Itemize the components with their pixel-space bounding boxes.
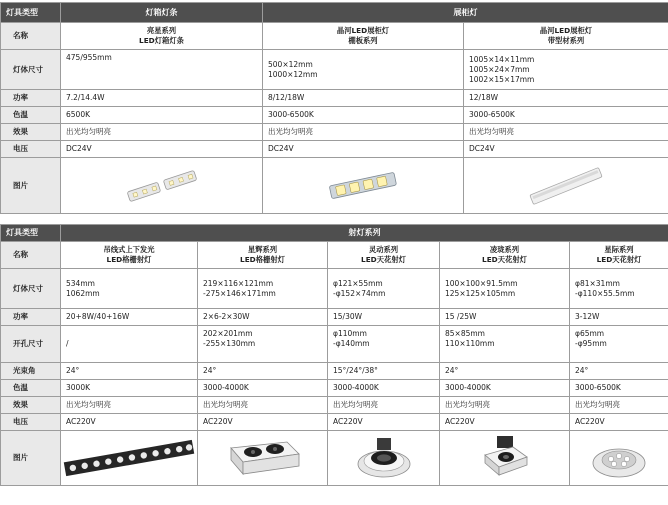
led-lightbox-strip-icon: [61, 158, 263, 214]
cct-value: 3000-4000K: [440, 380, 570, 397]
table2-size-row: [1, 269, 668, 309]
table2-power-row: [1, 309, 668, 326]
round-ceiling-spotlight-icon: [328, 431, 440, 486]
cutout-size: φ65mm -φ95mm: [570, 326, 668, 363]
cutout-size: /: [61, 326, 198, 363]
effect-value: 出光均匀明亮: [464, 124, 668, 141]
power-value: 15/30W: [328, 309, 440, 326]
row-label-size: 灯体尺寸: [1, 269, 61, 309]
row-label-voltage: 电压: [1, 414, 61, 431]
row-label-power: 功率: [1, 309, 61, 326]
table1-effect-row: [1, 124, 668, 141]
row-label-cutout: 开孔尺寸: [1, 326, 61, 363]
row-label-name: 名称: [1, 242, 61, 269]
product-name: 晶河LED展柜灯 带型材系列: [464, 23, 668, 50]
power-value: 3-12W: [570, 309, 668, 326]
body-size: φ121×55mm -φ152×74mm: [328, 269, 440, 309]
row-label-image: 图片: [1, 158, 61, 214]
shelf-led-bar-icon: [263, 158, 464, 214]
profile-led-bar-icon: [464, 158, 668, 214]
table1-header-row: [1, 3, 668, 23]
body-size: 475/955mm: [61, 50, 263, 90]
table1-power-row: [1, 90, 668, 107]
square-trim-spotlight-icon: [440, 431, 570, 486]
row-label-cct: 色温: [1, 380, 61, 397]
suspended-linear-grille-icon: [61, 431, 198, 486]
row-label-name: 名称: [1, 23, 61, 50]
voltage-value: AC220V: [328, 414, 440, 431]
table1-image-row: [1, 158, 668, 214]
beam-angle: 24°: [570, 363, 668, 380]
product-name: 吊线式上下发光 LED格栅射灯: [61, 242, 198, 269]
voltage-value: AC220V: [570, 414, 668, 431]
beam-angle: 24°: [61, 363, 198, 380]
power-value: 2×6-2×30W: [198, 309, 328, 326]
table2-cct-row: [1, 380, 668, 397]
body-size: 100×100×91.5mm 125×125×105mm: [440, 269, 570, 309]
product-name: 灵动系列 LED天花射灯: [328, 242, 440, 269]
table1-type-header: 灯具类型: [1, 3, 61, 23]
row-label-voltage: 电压: [1, 141, 61, 158]
cutout-size: φ110mm -φ140mm: [328, 326, 440, 363]
lightbox-cabinet-spec-table: [0, 2, 668, 214]
row-label-image: 图片: [1, 431, 61, 486]
row-label-effect: 效果: [1, 124, 61, 141]
power-value: 15 /25W: [440, 309, 570, 326]
effect-value: 出光均匀明亮: [61, 397, 198, 414]
table2-effect-row: [1, 397, 668, 414]
voltage-value: AC220V: [61, 414, 198, 431]
voltage-value: DC24V: [263, 141, 464, 158]
beam-angle: 24°: [440, 363, 570, 380]
body-size: 500×12mm 1000×12mm: [263, 50, 464, 90]
cct-value: 6500K: [61, 107, 263, 124]
table2-beam-row: [1, 363, 668, 380]
table2-voltage-row: [1, 414, 668, 431]
table1-voltage-row: [1, 141, 668, 158]
voltage-value: DC24V: [61, 141, 263, 158]
table2-name-row: [1, 242, 668, 269]
power-value: 12/18W: [464, 90, 668, 107]
power-value: 7.2/14.4W: [61, 90, 263, 107]
table2-header-row: [1, 225, 668, 242]
effect-value: 出光均匀明亮: [61, 124, 263, 141]
cct-value: 3000-4000K: [198, 380, 328, 397]
cct-value: 3000K: [61, 380, 198, 397]
beam-angle: 24°: [198, 363, 328, 380]
power-value: 20+8W/40+16W: [61, 309, 198, 326]
table1-size-row: [1, 50, 668, 90]
effect-value: 出光均匀明亮: [440, 397, 570, 414]
cutout-size: 85×85mm 110×110mm: [440, 326, 570, 363]
body-size: 219×116×121mm -275×146×171mm: [198, 269, 328, 309]
product-name: 晶河LED展柜灯 棚板系列: [263, 23, 464, 50]
multi-led-downlight-icon: [570, 431, 668, 486]
effect-value: 出光均匀明亮: [263, 124, 464, 141]
body-size: 534mm 1062mm: [61, 269, 198, 309]
table1-name-row: [1, 23, 668, 50]
voltage-value: AC220V: [198, 414, 328, 431]
voltage-value: DC24V: [464, 141, 668, 158]
cct-value: 3000-6500K: [464, 107, 668, 124]
spotlight-series-header: 射灯系列: [61, 225, 668, 242]
voltage-value: AC220V: [440, 414, 570, 431]
beam-angle: 15°/24°/38°: [328, 363, 440, 380]
product-name: 凌珑系列 LED天花射灯: [440, 242, 570, 269]
table1-cct-row: [1, 107, 668, 124]
row-label-power: 功率: [1, 90, 61, 107]
body-size: φ81×31mm -φ110×55.5mm: [570, 269, 668, 309]
effect-value: 出光均匀明亮: [198, 397, 328, 414]
lightbox-strip-header: 灯箱灯条: [61, 3, 263, 23]
cutout-size: 202×201mm -255×130mm: [198, 326, 328, 363]
cct-value: 3000-4000K: [328, 380, 440, 397]
cct-value: 3000-6500K: [263, 107, 464, 124]
product-name: 星辉系列 LED格栅射灯: [198, 242, 328, 269]
product-name: 亮星系列 LED灯箱灯条: [61, 23, 263, 50]
table2-image-row: [1, 431, 668, 486]
body-size: 1005×14×11mm 1005×24×7mm 1002×15×17mm: [464, 50, 668, 90]
row-label-cct: 色温: [1, 107, 61, 124]
spotlight-spec-table: [0, 224, 668, 486]
effect-value: 出光均匀明亮: [570, 397, 668, 414]
cabinet-light-header: 展柜灯: [263, 3, 668, 23]
table2-type-header: 灯具类型: [1, 225, 61, 242]
power-value: 8/12/18W: [263, 90, 464, 107]
double-head-grille-spotlight-icon: [198, 431, 328, 486]
cct-value: 3000-6500K: [570, 380, 668, 397]
row-label-effect: 效果: [1, 397, 61, 414]
row-label-size: 灯体尺寸: [1, 50, 61, 90]
row-label-beam: 光束角: [1, 363, 61, 380]
product-name: 星际系列 LED天花射灯: [570, 242, 668, 269]
effect-value: 出光均匀明亮: [328, 397, 440, 414]
table2-cutout-row: [1, 326, 668, 363]
